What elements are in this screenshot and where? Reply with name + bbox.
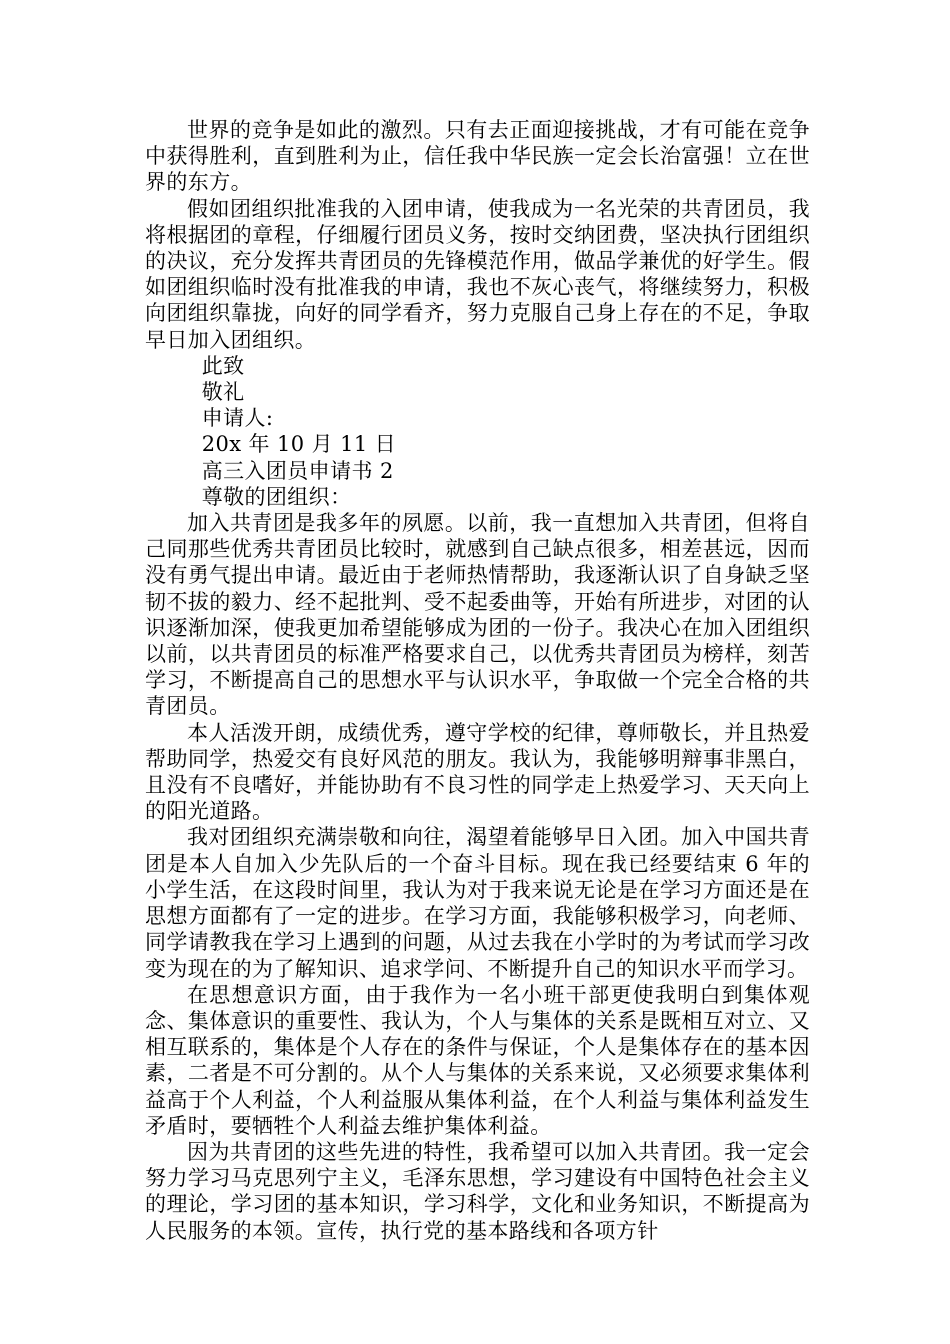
paragraph-pledge: 因为共青团的这些先进的特性，我希望可以加入共青团。我一定会努力学习马克思列宁主义，毛泽东思想，学习建设有中国特色社会主义的理论，学习团的基本知识，学习科学，文化和业务知识，不断提高为人民服务的本领。宣传，执行党的基本路线和各项方针	[145, 1139, 810, 1243]
paragraph-personality: 本人活泼开朗，成绩优秀，遵守学校的纪律，尊师敬长，并且热爱帮助同学，热爱交有良好风范的朋友。我认为，我能够明辩事非黑白，且没有不良嗜好，并能协助有不良习性的同学走上热爱学习、天天向上的阳光道路。	[145, 720, 810, 824]
paragraph-goal: 我对团组织充满崇敬和向往，渴望着能够早日入团。加入中国共青团是本人自加入少先队后的一个奋斗目标。现在我已经要结束 6 年的小学生活，在这段时间里，我认为对于我来说无论是在学习方面还是在思想方面都有了一定的进步。在学习方面，我能够积极学习，向老师、同学请教我在学习上遇到的问题，从过去我在小学时的为考试而学习改变为现在的为了解知识、追求学问、不断提升自己的知识水平而学习。	[145, 825, 810, 981]
date-line: 20x 年 10 月 11 日	[201, 432, 397, 457]
closing-line: 此致	[201, 353, 245, 378]
paragraph-aspiration: 加入共青团是我多年的夙愿。以前，我一直想加入共青团，但将自己同那些优秀共青团员比较时，就感到自己缺点很多，相差甚远，因而没有勇气提出申请。最近由于老师热情帮助，我逐渐认识了自身缺乏坚韧不拔的毅力、经不起批判、受不起委曲等，开始有所进步，对团的认识逐渐加深，使我更加希望能够成为团的一份子。我决心在加入团组织以前，以共青团员的标准严格要求自己，以优秀共青团员为榜样，刻苦学习，不断提高自己的思想水平与认识水平，争取做一个完全合格的共青团员。	[145, 511, 810, 719]
salute-line: 敬礼	[201, 380, 245, 405]
greeting-line: 尊敬的团组织：	[201, 484, 352, 509]
document-page	[145, 117, 810, 1244]
paragraph-ideology: 在思想意识方面，由于我作为一名小班干部更使我明白到集体观念、集体意识的重要性、我认为，个人与集体的关系是既相互对立、又相互联系的，集体是个人存在的条件与保证，个人是集体存在的基本因素，二者是不可分割的。从个人与集体的关系来说，又必须要求集体利益高于个人利益，个人利益服从集体利益，在个人利益与集体利益发生矛盾时，要牺牲个人利益去维护集体利益。	[145, 982, 810, 1138]
paragraph-commitment: 假如团组织批准我的入团申请，使我成为一名光荣的共青团员，我将根据团的章程，仔细履行团员义务，按时交纳团费，坚决执行团组织的决议，充分发挥共青团员的先锋模范作用，做品学兼优的好学生。假如团组织临时没有批准我的申请，我也不灰心丧气，将继续努力，积极向团组织靠拢，向好的同学看齐，努力克服自己身上存在的不足，争取早日加入团组织。	[145, 196, 810, 352]
applicant-label: 申请人:	[201, 406, 274, 431]
paragraph-competition: 世界的竞争是如此的激烈。只有去正面迎接挑战，才有可能在竞争中获得胜利，直到胜利为止，信任我中华民族一定会长治富强！立在世界的东方。	[145, 118, 810, 195]
section-title: 高三入团员申请书 2	[201, 458, 394, 483]
